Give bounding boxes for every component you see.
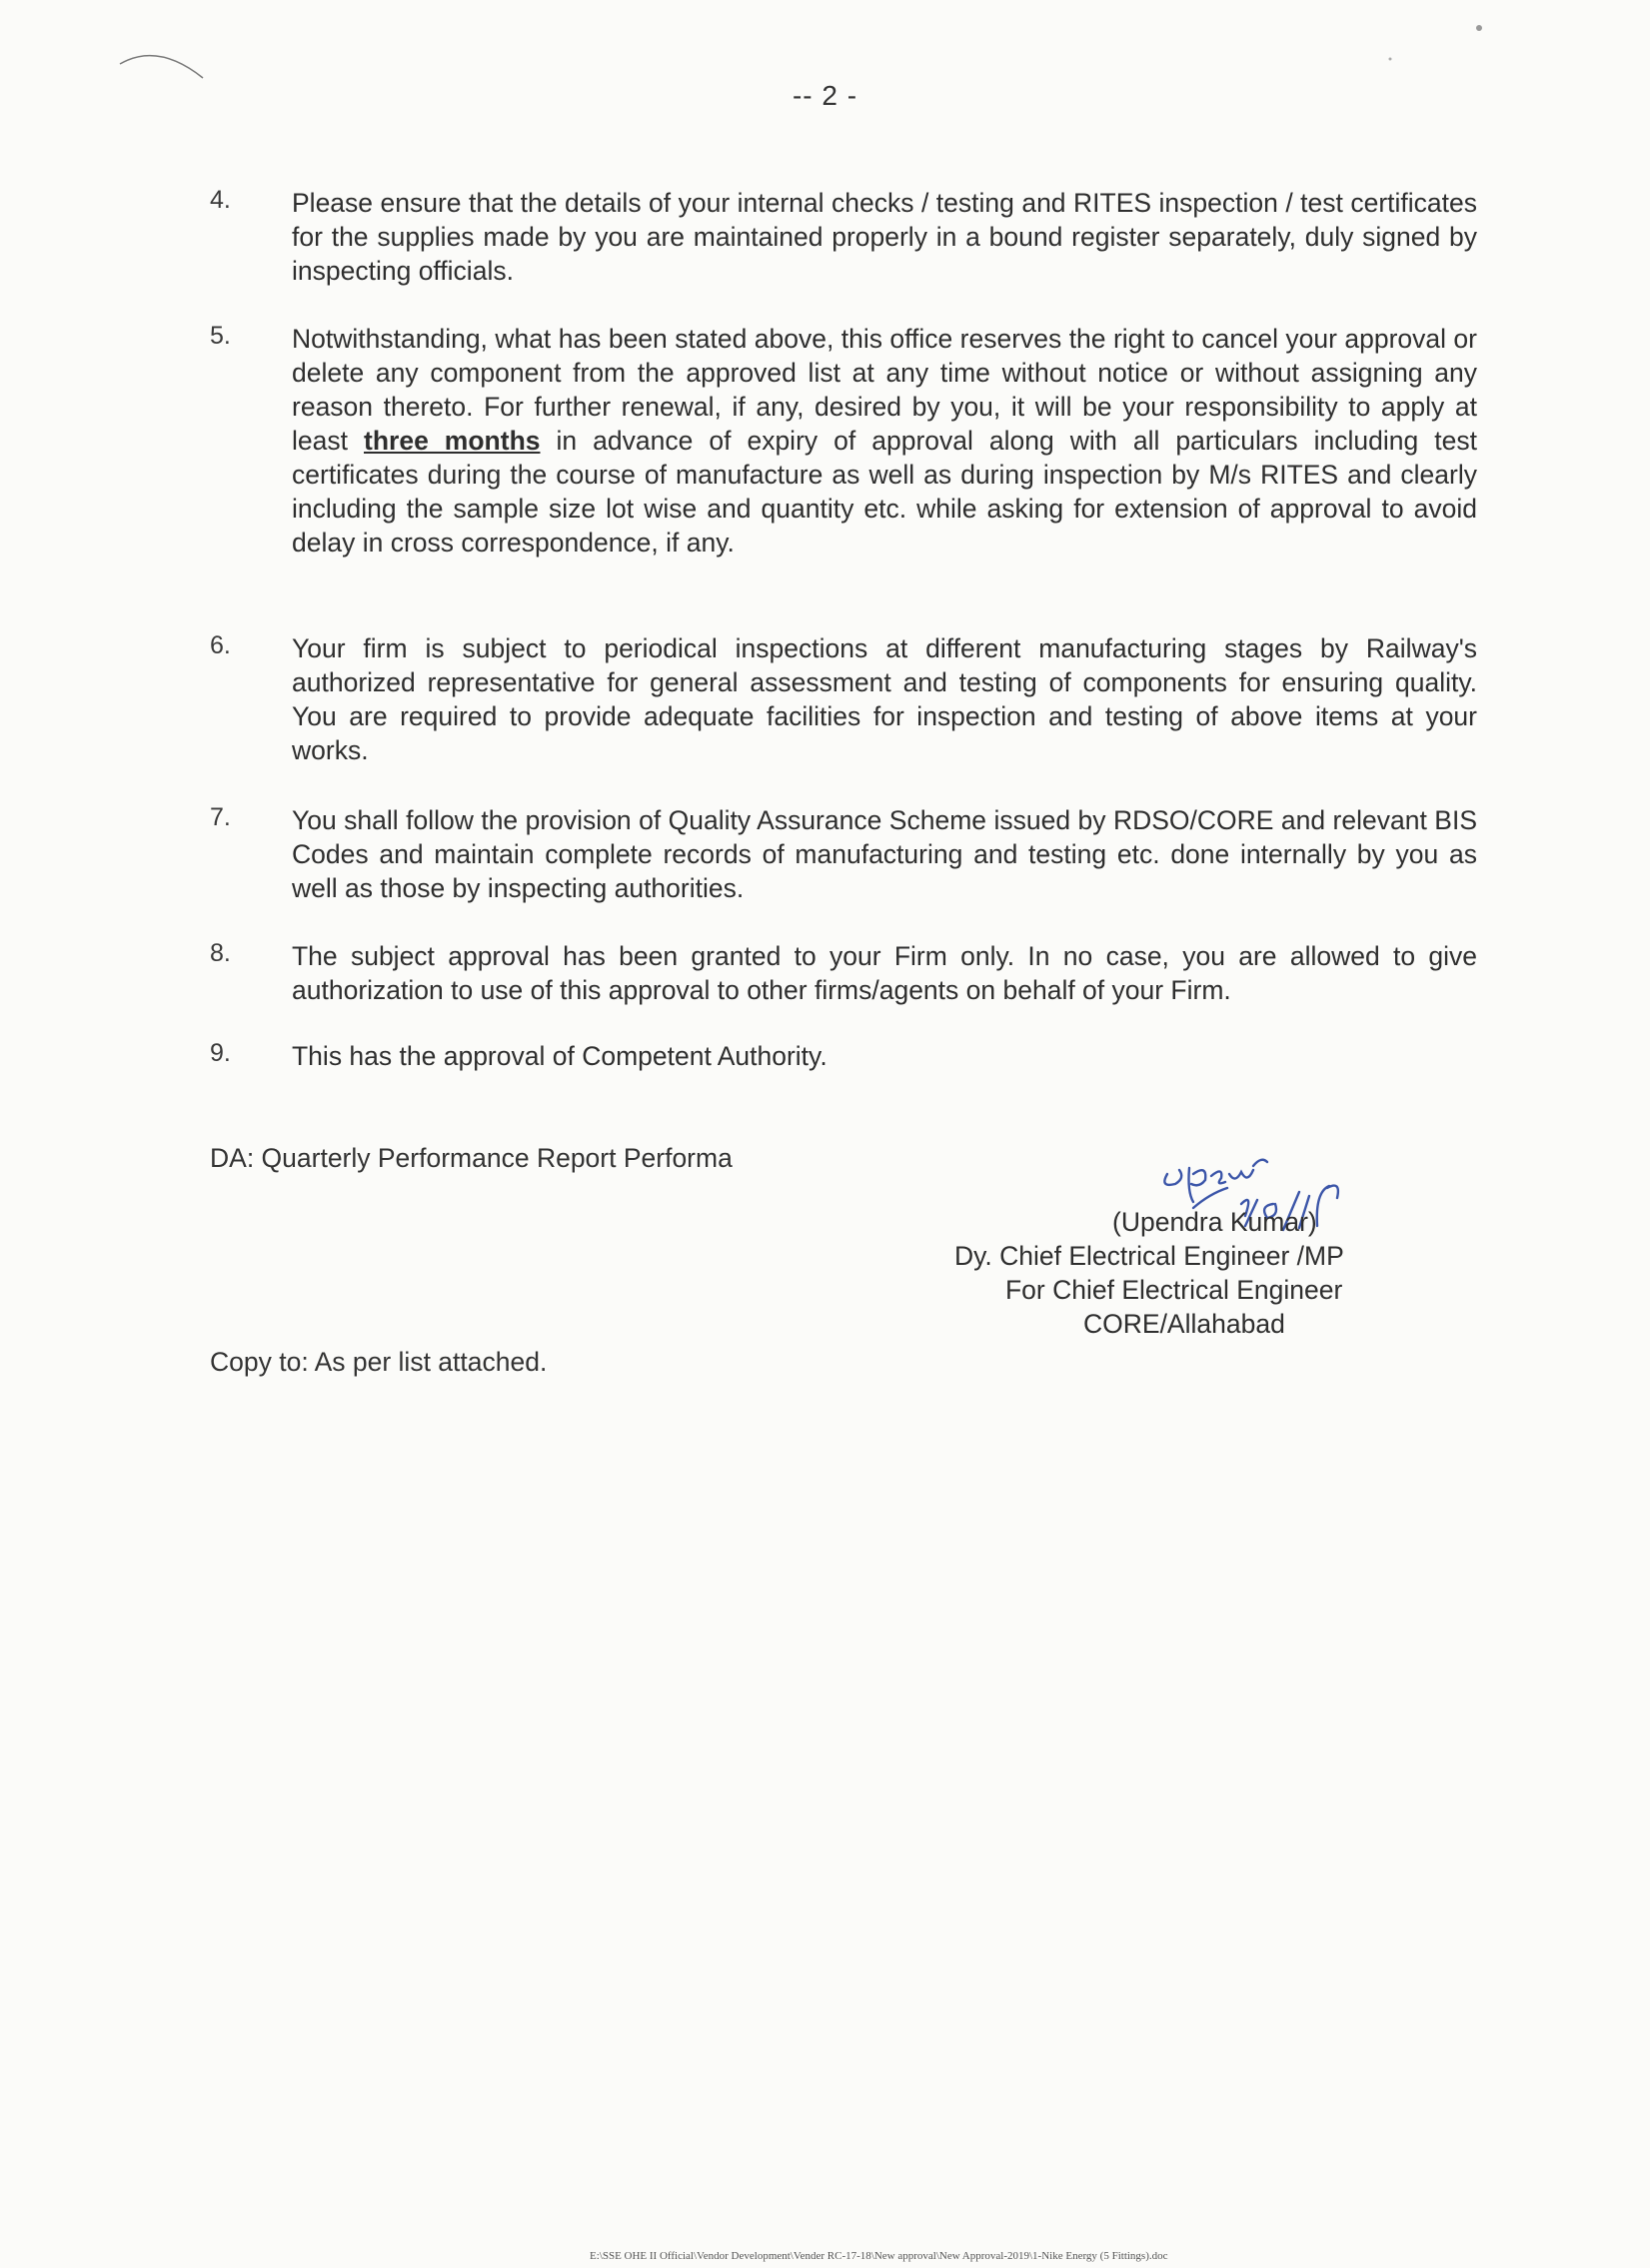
paragraph-text-before: Notwithstanding, what has been stated above, this office reserves the right to cancel your approval or delete any component from the approved list at any time without notice or without assigning any reason thereto. For further renewal, if any, desired by you, it will be your responsibility to apply at least [292,324,1477,456]
footer-file-path: E:\SSE OHE II Official\Vendor Development\Vender RC-17-18\New approval\New Approval-2019\1-Nike Energy (5 Fittings).doc [590,2250,1168,2262]
paragraph-number: 4. [210,186,231,214]
paragraph-number: 8. [210,939,231,967]
signatory-for-line: For Chief Electrical Engineer [1005,1275,1343,1305]
paragraph-number: 7. [210,803,231,831]
emphasis-three-months: three months [364,426,541,456]
paragraph-text: You shall follow the provision of Quality Assurance Scheme issued by RDSO/CORE and relevant BIS Codes and maintain complete records of manufacturing and testing etc. done internally by you as well as those by inspecting authorities. [292,805,1477,903]
page-number: -- 2 - [792,80,858,111]
paragraph-number: 9. [210,1039,231,1067]
paragraph-text: Please ensure that the details of your internal checks / testing and RITES inspection / test certificates for the supplies made by you are maintained properly in a bound register separately, duly signed by inspecting officials. [292,188,1477,286]
paragraph-text [292,322,1477,560]
scan-speck [1387,56,1393,62]
signatory-name: (Upendra Kumar) [1112,1207,1317,1237]
copy-to-line: Copy to: As per list attached. [210,1347,548,1377]
paragraph-number: 6. [210,631,231,659]
paragraph-text: Your firm is subject to periodical inspections at different manufacturing stages by Railway's authorized representative for general assessment and testing of components for ensuring quality. You are required to provide adequate facilities for inspection and testing of above items at your works. [292,633,1477,765]
signatory-designation: Dy. Chief Electrical Engineer /MP [954,1241,1344,1271]
scan-corner-mark [118,42,208,82]
paragraph-text: The subject approval has been granted to your Firm only. In no case, you are allowed to give authorization to use of this approval to other firms/agents on behalf of your Firm. [292,941,1477,1005]
paragraph-number: 5. [210,322,231,350]
paragraph-text: This has the approval of Competent Authority. [292,1041,827,1071]
signatory-office: CORE/Allahabad [1083,1309,1285,1339]
scan-speck [1475,24,1483,32]
enclosure-line: DA: Quarterly Performance Report Performa [210,1143,733,1173]
paragraph-text-after: in advance of expiry of approval along with all particulars including test certificates during the course of manufacture as well as during inspection by M/s RITES and clearly including the sample size lot wise and quantity etc. while asking for extension of approval to avoid delay in cross correspondence, if any. [292,426,1477,558]
